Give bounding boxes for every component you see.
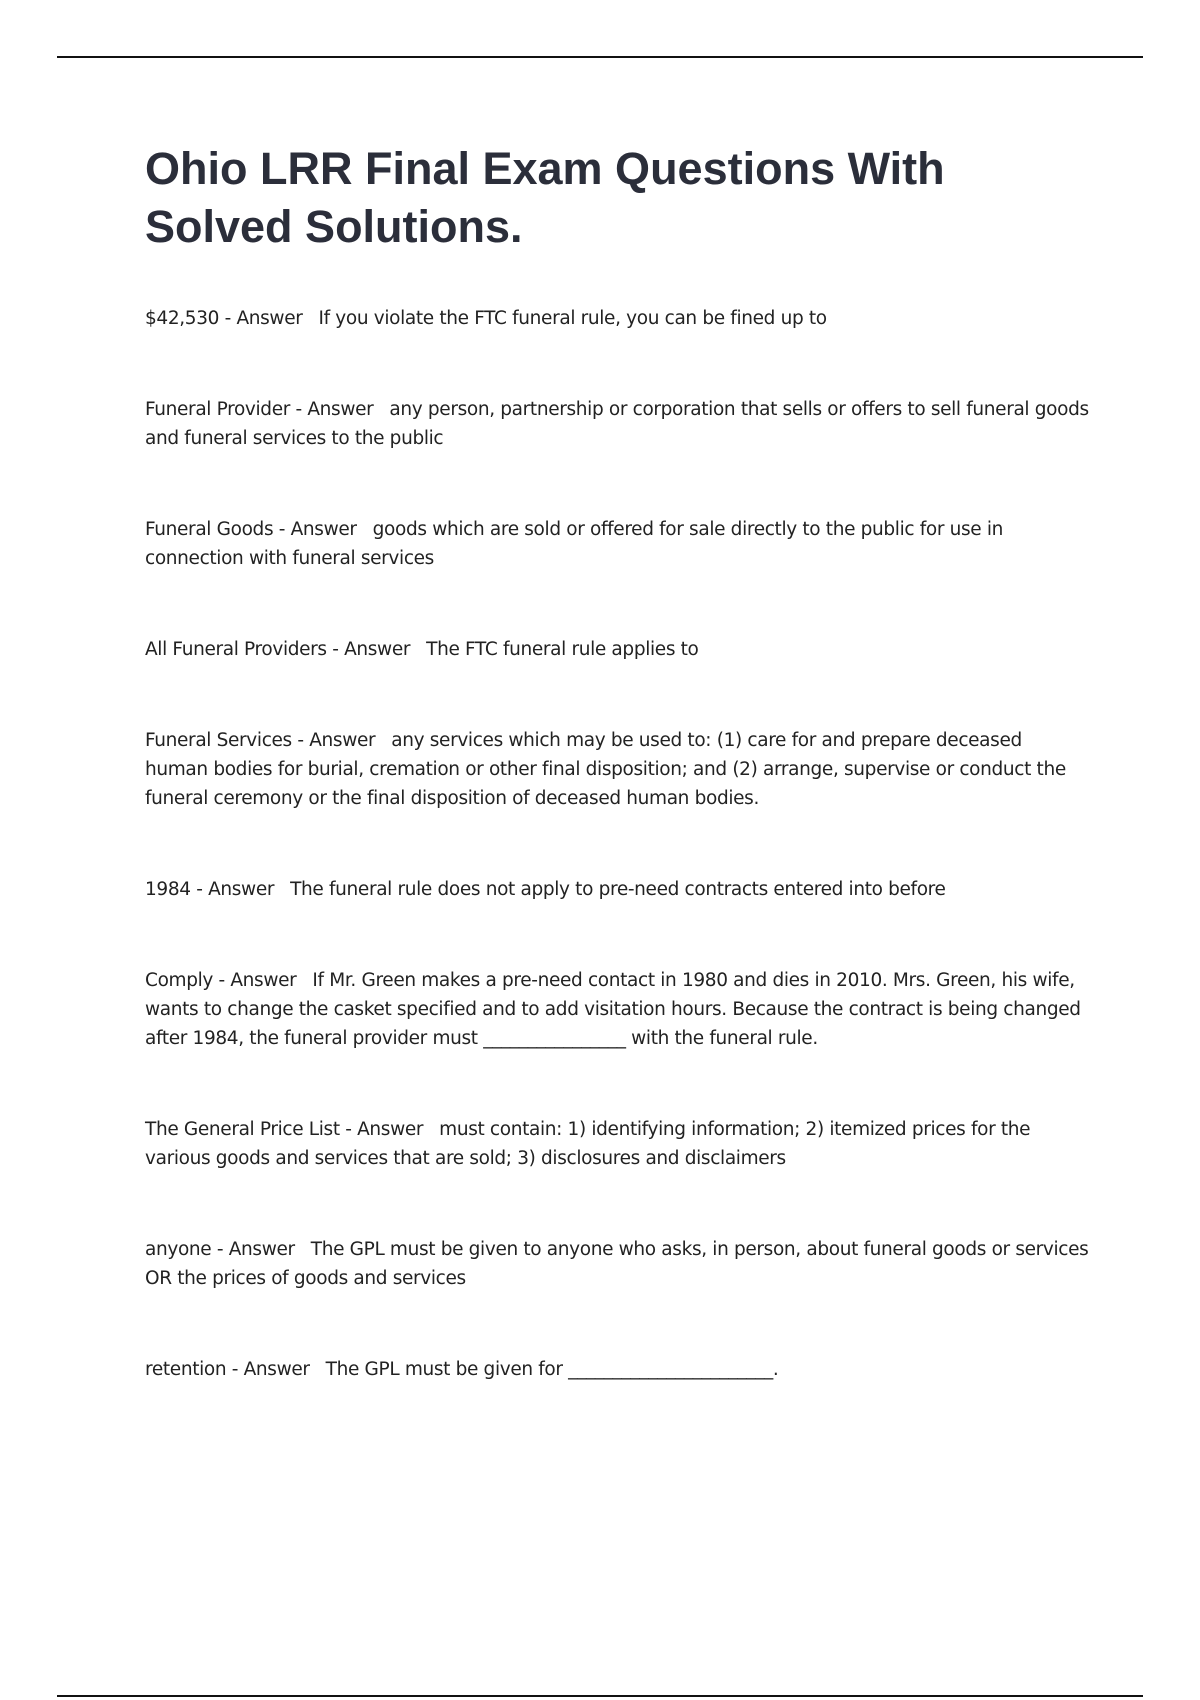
qa-item	[145, 1235, 1090, 1293]
qa-item	[145, 1355, 1090, 1384]
qa-item	[145, 304, 1090, 333]
qa-question: goods which are sold or offered for sale directly to the public for use in connection with funeral services	[145, 519, 1004, 569]
qa-answer: The General Price List - Answer	[145, 1119, 424, 1140]
bottom-rule	[57, 1695, 1143, 1697]
document-body	[145, 140, 1090, 1446]
qa-item	[145, 515, 1090, 573]
qa-answer: anyone - Answer	[145, 1239, 295, 1260]
qa-item	[145, 1115, 1090, 1173]
qa-question: must contain: 1) identifying information; 2) itemized prices for the various goods and services that are sold; 3) disclosures and disclaimers	[145, 1119, 1031, 1169]
qa-item	[145, 966, 1090, 1053]
qa-question: any person, partnership or corporation that sells or offers to sell funeral goods and funeral services to the public	[145, 399, 1089, 449]
qa-answer: Comply - Answer	[145, 970, 297, 991]
qa-item	[145, 635, 1090, 664]
qa-answer: $42,530 - Answer	[145, 308, 303, 329]
qa-answer: All Funeral Providers - Answer	[145, 639, 411, 660]
qa-question: If you violate the FTC funeral rule, you can be fined up to	[318, 308, 827, 329]
qa-question: If Mr. Green makes a pre-need contact in 1980 and dies in 2010. Mrs. Green, his wife, wants to change the casket specified and to add visitation hours. Because the contract is being changed after 1984, the funeral provider must ________________ with the funeral rule.	[145, 970, 1081, 1049]
document-title: Ohio LRR Final Exam Questions With Solved Solutions.	[145, 143, 945, 252]
top-rule	[57, 56, 1143, 58]
qa-question: any services which may be used to: (1) care for and prepare deceased human bodies for burial, cremation or other final disposition; and (2) arrange, supervise or conduct the funeral ceremony or the final disposition of deceased human bodies.	[145, 730, 1066, 809]
qa-answer: Funeral Services - Answer	[145, 730, 376, 751]
qa-question: The FTC funeral rule applies to	[426, 639, 699, 660]
qa-answer: Funeral Provider - Answer	[145, 399, 374, 420]
qa-question: The GPL must be given to anyone who asks, in person, about funeral goods or services OR the prices of goods and services	[145, 1239, 1089, 1289]
qa-question: The funeral rule does not apply to pre-need contracts entered into before	[290, 879, 946, 900]
qa-answer: 1984 - Answer	[145, 879, 275, 900]
qa-item	[145, 875, 1090, 904]
qa-answer: Funeral Goods - Answer	[145, 519, 357, 540]
qa-item	[145, 726, 1090, 813]
qa-question: The GPL must be given for _______________________.	[325, 1359, 779, 1380]
qa-answer: retention - Answer	[145, 1359, 310, 1380]
qa-item	[145, 395, 1090, 453]
